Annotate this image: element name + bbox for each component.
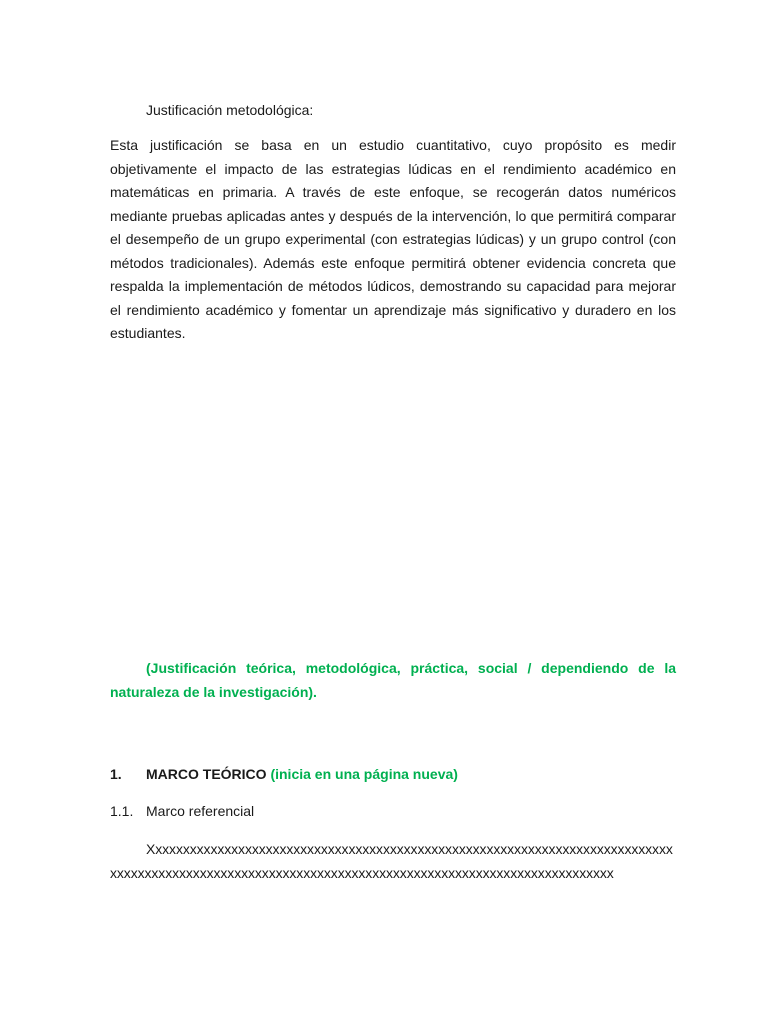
subsection-number: 1.1. [110, 803, 134, 819]
subsection-heading-marco-referencial [110, 800, 676, 823]
subsection-title: Marco referencial [146, 803, 255, 819]
chapter-title: MARCO TEÓRICO [146, 766, 267, 782]
placeholder-paragraph: Xxxxxxxxxxxxxxxxxxxxxxxxxxxxxxxxxxxxxxxxxxxxxxxxxxxxxxxxxxxxxxxxxxxxxxxxxxxxxxxxxxxxxxxxxxxxxxxxxxxxxxxxxxxxxxxxxxxxxxxxxxxxxxxxxxxxxxxxxxxxxxxxxxxxx [110, 841, 673, 881]
instruction-note: (Justificación teórica, metodológica, práctica, social / dependiendo de la naturaleza de la investigación). [110, 660, 676, 700]
chapter-heading-marco-teorico [110, 763, 676, 786]
paragraph-justificacion: Esta justificación se basa en un estudio cuantitativo, cuyo propósito es medir objetivamente el impacto de las estrategias lúdicas en el rendimiento académico en matemáticas en primaria. A través de este enfoque, se recogerán datos numéricos mediante pruebas aplicadas antes y después de la intervención, lo que permitirá comparar el desempeño de un grupo experimental (con estrategias lúdicas) y un grupo control (con métodos tradicionales). Además este enfoque permitirá obtener evidencia concreta que respalda la implementación de métodos lúdicos, demostrando su capacidad para mejorar el rendimiento académico y fomentar un aprendizaje más significativo y duradero en los estudiantes. [110, 137, 676, 341]
chapter-number: 1. [110, 766, 122, 782]
chapter-instruction-note: (inicia en una página nueva) [270, 766, 458, 782]
section-heading-justificacion: Justificación metodológica: [146, 102, 314, 118]
